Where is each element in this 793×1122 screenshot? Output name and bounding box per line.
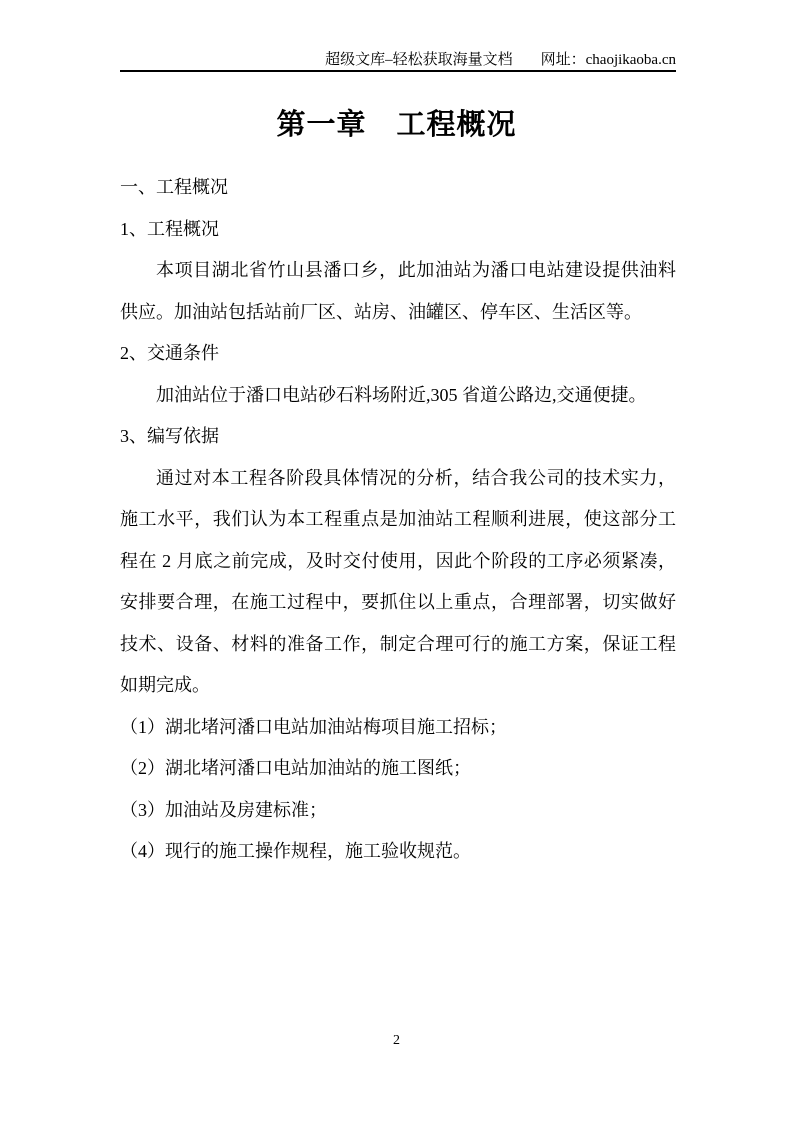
list-item: （4）现行的施工操作规程，施工验收规范。: [120, 841, 471, 861]
body-paragraph: 本项目湖北省竹山县潘口乡，此加油站为潘口电站建设提供油料供应。加油站包括站前厂区、站房、油罐区、停车区、生活区等。: [120, 260, 676, 322]
list-item: （3）加油站及房建标准；: [120, 799, 327, 820]
header-divider: [120, 70, 676, 72]
page-footer: [0, 1033, 793, 1049]
page-header: [120, 51, 676, 69]
header-url-label: 网址：: [540, 52, 586, 68]
body-paragraph: 通过对本工程各阶段具体情况的分析，结合我公司的技术实力，施工水平，我们认为本工程重点是加油站工程顺利进展，使这部分工程在 2 月底之前完成，及时交付使用，因此个阶段的工序必须紧凑，安排要合理，在施工过程中，要抓住以上重点，合理部署，切实做好技术、设备、材料的准备工作，制定合理可行的施工方案，保证工程如期完成。: [120, 467, 676, 695]
document-body: [120, 167, 676, 873]
list-item: （2）湖北堵河潘口电站加油站的施工图纸；: [120, 758, 471, 778]
header-url: chaojikaoba.cn: [585, 52, 676, 68]
page-number: 2: [393, 1033, 400, 1048]
header-site-name: 超级文库–轻松获取海量文档: [325, 52, 513, 68]
section-heading: 2、交通条件: [120, 343, 219, 363]
section-heading: 一、工程概况: [120, 177, 228, 197]
chapter-title: 第一章 工程概况: [276, 109, 517, 141]
body-paragraph: 加油站位于潘口电站砂石料场附近,305 省道公路边,交通便捷。: [156, 384, 647, 405]
section-heading: 1、工程概况: [120, 218, 219, 239]
section-heading: 3、编写依据: [120, 426, 219, 446]
list-item: （1）湖北堵河潘口电站加油站梅项目施工招标；: [120, 716, 507, 737]
